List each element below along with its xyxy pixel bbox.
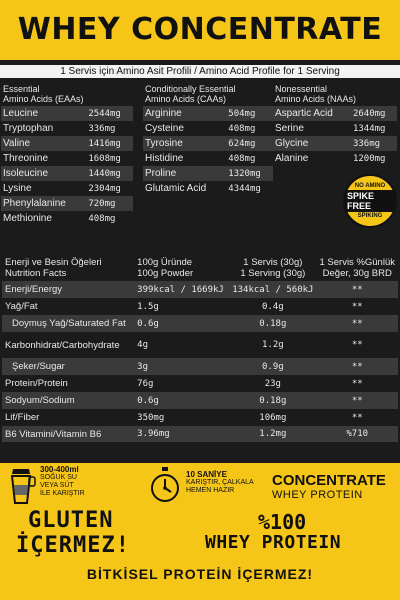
nutrition-row [2, 375, 398, 392]
shaker-line2: SOĞUK SU [40, 474, 77, 481]
caa-value: 624mg [226, 136, 273, 151]
caa-value: 4344mg [228, 183, 261, 194]
nutrition-cell-c1: Yağ/Fat [5, 301, 38, 312]
naa-name: Glycine [273, 136, 351, 151]
nutrition-cell-c1: Şeker/Sugar [2, 358, 134, 375]
shaker-icon [4, 465, 38, 505]
eaa-name: Methionine [3, 213, 52, 224]
nutrition-cell-c4: ** [351, 301, 363, 312]
nutrition-cell-c2: 350mg [137, 412, 165, 423]
header-c1a: Enerji ve Besin Öğeleri [5, 257, 102, 268]
eaa-value: 2544mg [86, 106, 133, 121]
caa-value: 504mg [226, 106, 273, 121]
caa-row [143, 106, 273, 121]
eaa-row [1, 136, 133, 151]
eaa-value: 1608mg [88, 153, 121, 164]
eaa-row [1, 166, 133, 181]
eaa-row [1, 151, 133, 166]
nutrition-cell-c4: %710 [316, 426, 398, 442]
timer-line1: 10 SANİYE [186, 470, 227, 479]
caa-name: Glutamic Acid [145, 183, 207, 194]
caa-row [143, 151, 273, 166]
header-c3b: 1 Serving (30g) [240, 268, 306, 279]
eaa-name: Phenylalanine [1, 196, 86, 211]
gluten-line1: GLUTEN [28, 508, 114, 533]
nutrition-header-col2 [134, 255, 229, 281]
shaker-volume: 300-400ml [40, 465, 79, 474]
naa-row [273, 136, 397, 151]
eaa-heading-line2: Amino Acids (EAAs) [3, 94, 84, 104]
eaa-value: 720mg [86, 196, 133, 211]
caa-row [143, 166, 273, 181]
nutrition-row [2, 392, 398, 409]
timer-line2: KARIŞTIR, ÇALKALA [186, 479, 254, 486]
nutrition-cell-c1: Karbonhidrat/Carbohydrate [5, 339, 120, 351]
naa-value: 336mg [351, 136, 397, 151]
naa-name: Alanine [275, 153, 309, 164]
caa-name: Proline [143, 166, 226, 181]
eaa-row [1, 196, 133, 211]
header-c2a: 100g Üründe [137, 257, 193, 268]
eaa-name: Leucine [1, 106, 86, 121]
nutrition-row [2, 426, 398, 442]
eaa-row [1, 211, 133, 226]
header-c4a: 1 Servis %Günlük [319, 257, 395, 268]
header-c1b: Nutrition Facts [5, 268, 67, 279]
nutrition-cell-c2: 3.96mg [134, 426, 229, 442]
eaa-name: Lysine [3, 183, 32, 194]
caa-heading [145, 84, 236, 104]
nutrition-cell-c2: 3g [134, 358, 229, 375]
nutrition-cell-c3: 106mg [259, 412, 287, 423]
eaa-value: 1440mg [86, 166, 133, 181]
stopwatch-icon [150, 466, 180, 504]
nutrition-row [2, 358, 398, 375]
nutrition-cell-c4: ** [351, 378, 363, 389]
caa-value: 408mg [228, 123, 256, 134]
eaa-name: Valine [1, 136, 86, 151]
naa-table [273, 106, 397, 166]
eaa-row [1, 181, 133, 196]
naa-heading-line1: Nonessential [275, 84, 328, 94]
eaa-name: Threonine [3, 153, 49, 164]
nutrition-cell-c3: 0.18g [229, 392, 316, 409]
nutrition-cell-c2: 0.6g [134, 315, 229, 332]
caa-row [143, 136, 273, 151]
caa-name: Cysteine [145, 123, 184, 134]
eaa-value: 408mg [88, 213, 116, 224]
nutrition-cell-c3: 134kcal / 560kJ [229, 281, 316, 298]
nutrition-cell-c4: ** [351, 412, 363, 423]
nutrition-cell-c4: ** [351, 340, 363, 350]
header-c2b: 100g Powder [137, 268, 194, 279]
nutrition-header-col1 [2, 255, 134, 281]
naa-heading-line2: Amino Acids (NAAs) [275, 94, 357, 104]
eaa-row [1, 121, 133, 136]
nutrition-cell-c2: 399kcal / 1669kJ [134, 281, 229, 298]
nutrition-row [2, 281, 398, 298]
brand-subtitle: WHEY PROTEIN [272, 489, 363, 501]
gluten-line2: İÇERMEZ! [16, 533, 130, 558]
nutrition-cell-c1: Enerji/Energy [2, 281, 134, 298]
nutrition-header-row [2, 255, 398, 281]
nutrition-cell-c3: 1.2mg [229, 426, 316, 442]
naa-row [273, 106, 397, 121]
nutrition-cell-c4: ** [316, 392, 398, 409]
eaa-value: 1416mg [86, 136, 133, 151]
caa-value: 1320mg [226, 166, 273, 181]
nutrition-cell-c2: 1.5g [137, 301, 159, 312]
nutrition-row [2, 298, 398, 315]
nutrition-cell-c4: ** [316, 358, 398, 375]
caa-name: Arginine [143, 106, 226, 121]
badge-line2: SPIKE FREE [345, 190, 395, 212]
timer-instructions [186, 471, 254, 495]
timer-line3: HEMEN HAZIR [186, 487, 235, 494]
naa-value: 1344mg [352, 123, 386, 134]
naa-value: 1200mg [352, 153, 386, 164]
whey-percent: %100 [258, 510, 307, 534]
nutrition-cell-c1: B6 Vitamini/Vitamin B6 [2, 426, 134, 442]
naa-name: Aspartic Acid [273, 106, 351, 121]
eaa-name: Isoleucine [1, 166, 86, 181]
header-c3a: 1 Servis (30g) [243, 257, 303, 268]
nutrition-cell-c1: Protein/Protein [5, 378, 68, 389]
nutrition-row [2, 315, 398, 332]
nutrition-cell-c3: 1.2g [261, 340, 284, 350]
naa-heading [275, 84, 356, 104]
naa-row [273, 151, 397, 166]
eaa-heading [3, 84, 84, 104]
eaa-name: Tryptophan [3, 123, 54, 134]
nutrition-cell-c3: 0.18g [229, 315, 316, 332]
nutrition-row [2, 409, 398, 426]
nutrition-cell-c2: 0.6g [134, 392, 229, 409]
nutrition-cell-c1: Doymuş Yağ/Saturated Fat [2, 315, 134, 332]
shaker-instructions [40, 466, 85, 498]
nutrition-header-col4 [316, 255, 398, 281]
nutrition-cell-c3: 0.4g [261, 301, 284, 312]
nutrition-cell-c3: 23g [264, 378, 281, 389]
nutrition-cell-c4: ** [316, 281, 398, 298]
caa-row [143, 181, 273, 196]
brand-name: CONCENTRATE [272, 472, 386, 489]
nutrition-cell-c1: Lif/Fiber [5, 412, 40, 423]
nutrition-header-col3 [229, 255, 316, 281]
nutrition-cell-c4: ** [316, 315, 398, 332]
eaa-heading-line1: Essential [3, 84, 40, 94]
shaker-line3: VEYA SÜT [40, 482, 74, 489]
badge-line3: SPIKING [357, 213, 383, 219]
amino-profile-banner: 1 Servis için Amino Asit Profili / Amino Acid Profile for 1 Serving [0, 65, 400, 78]
nutrition-table [2, 255, 398, 442]
whey-protein-claim: WHEY PROTEIN [205, 532, 342, 553]
caa-heading-line2: Amino Acids (CAAs) [145, 94, 227, 104]
caa-row [143, 121, 273, 136]
eaa-value: 2304mg [88, 183, 121, 194]
nutrition-cell-c2: 4g [137, 340, 148, 350]
no-plant-protein-footer: BİTKİSEL PROTEİN İÇERMEZ! [86, 566, 314, 582]
nutrition-cell-c1: Sodyum/Sodium [2, 392, 134, 409]
nutrition-cell-c2: 76g [137, 378, 154, 389]
caa-value: 408mg [228, 153, 256, 164]
caa-table [143, 106, 273, 196]
caa-heading-line1: Conditionally Essential [145, 84, 236, 94]
caa-name: Tyrosine [143, 136, 226, 151]
naa-value: 2640mg [351, 106, 397, 121]
header-c4b: Değer, 30g BRD [322, 268, 392, 279]
caa-name: Histidine [145, 153, 184, 164]
nutrition-row [2, 332, 398, 358]
eaa-table [1, 106, 133, 226]
spike-free-badge [343, 174, 397, 228]
product-title: WHEY CONCENTRATE [17, 11, 383, 47]
nutrition-cell-c3: 0.9g [229, 358, 316, 375]
shaker-line4: İLE KARIŞTIR [40, 490, 85, 497]
eaa-value: 336mg [88, 123, 116, 134]
badge-line1: NO AMINO [354, 183, 386, 189]
naa-name: Serine [275, 123, 304, 134]
eaa-row [1, 106, 133, 121]
naa-row [273, 121, 397, 136]
